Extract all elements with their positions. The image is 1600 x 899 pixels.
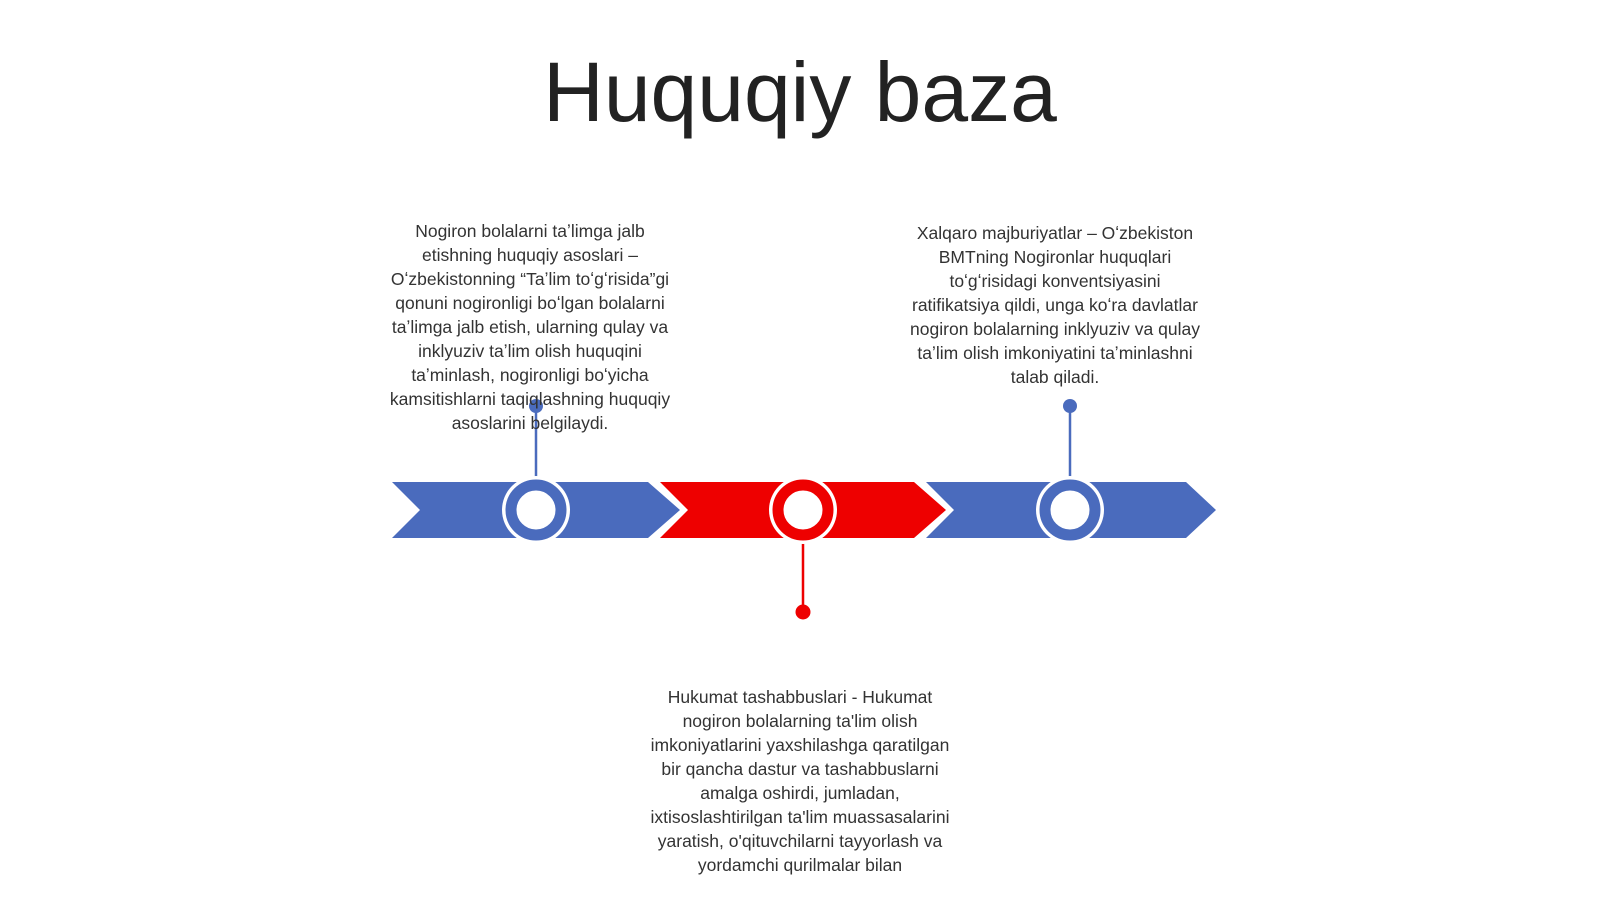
milestone-ring-1: [502, 476, 570, 544]
milestone-dot-3: [1063, 399, 1077, 413]
milestone-text-legal-basis: Nogiron bolalarni taʼlimga jalb etishning huquqiy asoslari – Oʻzbekistonning “Taʼlim toʻgʻrisida”gi qonuni nogironligi boʻlgan bolalarni taʼlimga jalb etish, ularning qulay va inklyuziv taʼlim olish huquqini taʼminlash, nogironligi boʻyicha kamsitishlarni taqiqlashning huquqiy asoslarini belgilaydi.: [389, 221, 671, 433]
milestone-text-international-obligations: Xalqaro majburiyatlar – Oʻzbekiston BMTning Nogironlar huquqlari toʻgʻrisidagi konventsiyasini ratifikatsiya qildi, unga koʻra davlatlar nogiron bolalarning inklyuziv va qulay taʼlim olish imkoniyatini taʼminlashni talab qiladi.: [910, 223, 1200, 387]
milestone-ring-2: [769, 476, 837, 544]
slide-title: Huquqiy baza: [543, 45, 1057, 139]
milestone-text-government-initiatives: Hukumat tashabbuslari - Hukumat nogiron bolalarning ta'lim olish imkoniyatlarini yaxshilashga qaratilgan bir qancha dastur va tashabbuslarni amalga oshirdi, jumladan, ixtisoslashtirilgan ta'lim muassasalarini yaratish, o'qituvchilarni tayyorlash va yordamchi qurilmalar bilan: [650, 687, 950, 875]
milestone-dot-2: [796, 605, 811, 620]
milestone-ring-3: [1036, 476, 1104, 544]
